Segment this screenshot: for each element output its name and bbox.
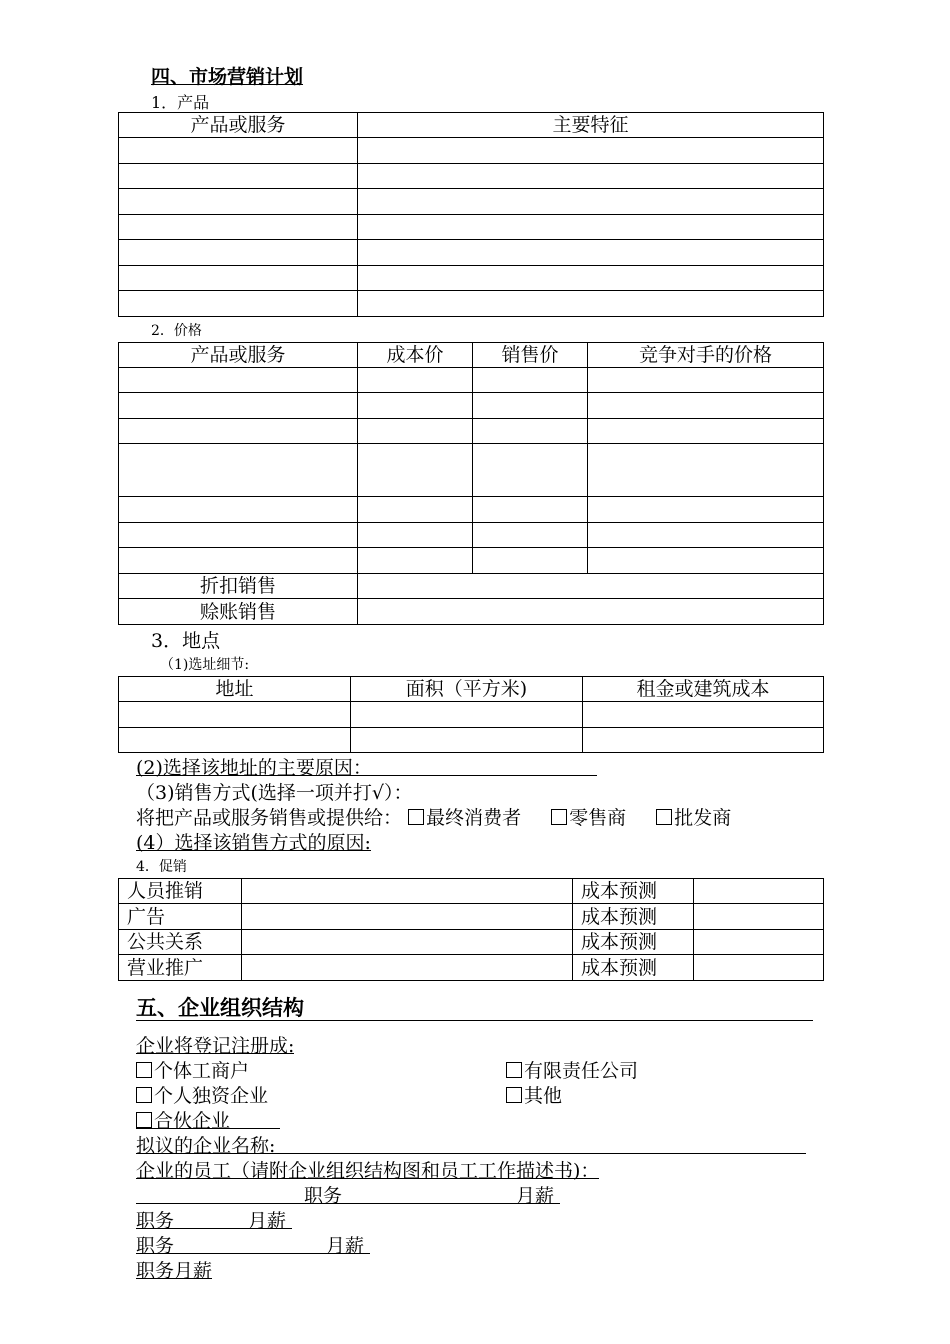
table-row	[119, 955, 824, 981]
price-cell[interactable]	[588, 523, 824, 548]
price-cell[interactable]	[473, 548, 588, 574]
price-cell[interactable]	[588, 497, 824, 523]
table-row	[119, 497, 824, 523]
staff-row-1[interactable]	[136, 1181, 560, 1207]
checkbox-icon[interactable]	[506, 1062, 522, 1078]
cost-forecast-label: 成本预测	[573, 930, 694, 955]
price-cell[interactable]	[473, 497, 588, 523]
place-sub-heading: （1)选址细节:	[160, 657, 250, 673]
table-row	[119, 548, 824, 574]
checkbox-icon[interactable]	[506, 1087, 522, 1103]
price-cell[interactable]	[588, 419, 824, 444]
product-cell[interactable]	[119, 266, 358, 291]
promotion-detail-cell[interactable]	[242, 879, 573, 904]
price-cell[interactable]	[358, 444, 473, 497]
price-heading: 2．价格	[151, 323, 202, 339]
table-row	[119, 164, 824, 189]
promotion-detail-cell[interactable]	[242, 904, 573, 930]
price-cell[interactable]	[119, 497, 358, 523]
feature-cell[interactable]	[358, 240, 824, 266]
table-row	[119, 138, 824, 164]
place-cell[interactable]	[119, 728, 351, 753]
table-row	[119, 523, 824, 548]
register-line	[136, 1031, 295, 1057]
cost-forecast-cell[interactable]	[694, 930, 824, 955]
section4-title: 四、市场营销计划	[151, 66, 304, 88]
price-cell[interactable]	[358, 368, 473, 393]
place-table	[118, 676, 824, 753]
checkbox-icon[interactable]	[656, 809, 672, 825]
provide-to-row	[136, 803, 731, 830]
price-cell[interactable]	[588, 368, 824, 393]
promotion-item: 营业推广	[119, 955, 242, 981]
table-row	[119, 904, 824, 930]
provide-to-label: 将把产品或服务销售或提供给：	[136, 807, 403, 829]
option-wholesaler[interactable]: 批发商	[656, 807, 731, 829]
position-label: 职务	[136, 1235, 175, 1257]
place-cell[interactable]	[583, 728, 824, 753]
feature-cell[interactable]	[358, 189, 824, 215]
place-cell[interactable]	[583, 702, 824, 728]
proposed-name-label: 拟议的企业名称:	[136, 1135, 276, 1157]
staff-row-2[interactable]	[136, 1206, 292, 1232]
product-cell[interactable]	[119, 164, 358, 189]
table-row	[119, 189, 824, 215]
sales-method-label: （3)销售方式(选择一项并打√）：	[136, 782, 413, 804]
feature-cell[interactable]	[358, 291, 824, 317]
cost-forecast-cell[interactable]	[694, 904, 824, 930]
table-row	[119, 240, 824, 266]
price-cell[interactable]	[588, 444, 824, 497]
table-row	[119, 368, 824, 393]
table-row	[119, 419, 824, 444]
method-reason-line[interactable]	[136, 828, 371, 854]
salary-label: 月薪	[326, 1235, 365, 1257]
place-cell[interactable]	[351, 728, 583, 753]
place-header-rent: 租金或建筑成本	[583, 677, 824, 702]
table-row	[119, 291, 824, 317]
checkbox-icon[interactable]	[136, 1062, 152, 1078]
cost-forecast-cell[interactable]	[694, 879, 824, 904]
option-end-consumer[interactable]: 最终消费者	[408, 807, 521, 829]
price-cell[interactable]	[119, 419, 358, 444]
checkbox-icon[interactable]	[551, 809, 567, 825]
position-label: 职务	[304, 1185, 343, 1207]
discount-sales-cell[interactable]	[358, 574, 824, 599]
product-cell[interactable]	[119, 138, 358, 164]
checkbox-icon[interactable]	[136, 1112, 152, 1128]
proposed-name-line[interactable]	[136, 1131, 806, 1157]
checkbox-icon[interactable]	[136, 1087, 152, 1103]
product-header-feature: 主要特征	[358, 113, 824, 138]
credit-sales-cell[interactable]	[358, 599, 824, 625]
price-cell[interactable]	[119, 548, 358, 574]
price-cell[interactable]	[473, 523, 588, 548]
option-other[interactable]: 其他	[506, 1081, 562, 1108]
price-cell[interactable]	[119, 393, 358, 419]
cost-forecast-label: 成本预测	[573, 904, 694, 930]
credit-sales-label: 赊账销售	[119, 599, 358, 625]
price-header-competitor: 竞争对手的价格	[588, 343, 824, 368]
price-cell[interactable]	[473, 444, 588, 497]
table-row	[119, 702, 824, 728]
promotion-item: 公共关系	[119, 930, 242, 955]
price-cell[interactable]	[473, 368, 588, 393]
price-header-service: 产品或服务	[119, 343, 358, 368]
promotion-item: 人员推销	[119, 879, 242, 904]
feature-cell[interactable]	[358, 164, 824, 189]
price-cell[interactable]	[358, 523, 473, 548]
price-cell[interactable]	[358, 548, 473, 574]
price-header-cost: 成本价	[358, 343, 473, 368]
position-salary-label: 职务月薪	[136, 1260, 213, 1282]
option-individual-business[interactable]: 个体工商户	[136, 1056, 249, 1083]
address-reason-label: (2)选择该地址的主要原因：	[136, 757, 372, 779]
cost-forecast-label: 成本预测	[573, 879, 694, 904]
staff-row-3[interactable]	[136, 1231, 370, 1257]
promotion-detail-cell[interactable]	[242, 930, 573, 955]
place-header-address: 地址	[119, 677, 351, 702]
product-header-service: 产品或服务	[119, 113, 358, 138]
feature-cell[interactable]	[358, 138, 824, 164]
table-row	[119, 930, 824, 955]
place-heading: 3．地点	[151, 630, 221, 652]
product-table	[118, 112, 824, 317]
price-cell[interactable]	[473, 419, 588, 444]
price-header-sale: 销售价	[473, 343, 588, 368]
price-table	[118, 342, 824, 625]
address-reason-line[interactable]	[136, 753, 597, 779]
staff-line	[136, 1156, 600, 1182]
table-row	[119, 879, 824, 904]
option-sole-proprietorship[interactable]: 个人独资企业	[136, 1081, 268, 1108]
staff-label: 企业的员工（请附企业组织结构图和员工工作描述书)：	[136, 1160, 600, 1182]
method-reason-label: (4）选择该销售方式的原因:	[136, 832, 371, 854]
table-row	[119, 266, 824, 291]
price-cell[interactable]	[588, 393, 824, 419]
table-row	[119, 215, 824, 240]
product-cell[interactable]	[119, 291, 358, 317]
table-row	[119, 728, 824, 753]
table-row	[119, 393, 824, 419]
cost-forecast-cell[interactable]	[694, 955, 824, 981]
promotion-table	[118, 878, 824, 981]
price-cell[interactable]	[473, 393, 588, 419]
salary-label: 月薪	[516, 1185, 555, 1207]
place-cell[interactable]	[351, 702, 583, 728]
feature-cell[interactable]	[358, 215, 824, 240]
price-cell[interactable]	[588, 548, 824, 574]
table-row	[119, 444, 824, 497]
promotion-detail-cell[interactable]	[242, 955, 573, 981]
promotion-heading: 4．促销	[136, 859, 187, 875]
option-partnership[interactable]: 合伙企业	[136, 1106, 280, 1129]
salary-label: 月薪	[248, 1210, 287, 1232]
cost-forecast-label: 成本预测	[573, 955, 694, 981]
section5-title: 五、企业组织结构	[136, 995, 304, 1020]
product-cell[interactable]	[119, 215, 358, 240]
price-cell[interactable]	[358, 419, 473, 444]
product-heading: 1．产品	[151, 93, 210, 112]
staff-row-4[interactable]	[136, 1256, 213, 1282]
place-header-area: 面积（平方米)	[351, 677, 583, 702]
checkbox-icon[interactable]	[408, 809, 424, 825]
discount-sales-label: 折扣销售	[119, 574, 358, 599]
register-label: 企业将登记注册成:	[136, 1035, 295, 1057]
price-cell[interactable]	[358, 393, 473, 419]
feature-cell[interactable]	[358, 266, 824, 291]
place-cell[interactable]	[119, 702, 351, 728]
price-cell[interactable]	[119, 444, 358, 497]
product-cell[interactable]	[119, 240, 358, 266]
option-limited-company[interactable]: 有限责任公司	[506, 1056, 638, 1083]
position-label: 职务	[136, 1210, 175, 1232]
product-cell[interactable]	[119, 189, 358, 215]
price-cell[interactable]	[119, 523, 358, 548]
option-retailer[interactable]: 零售商	[551, 807, 626, 829]
price-cell[interactable]	[119, 368, 358, 393]
section5-title-line	[136, 992, 813, 1021]
promotion-item: 广告	[119, 904, 242, 930]
price-cell[interactable]	[358, 497, 473, 523]
